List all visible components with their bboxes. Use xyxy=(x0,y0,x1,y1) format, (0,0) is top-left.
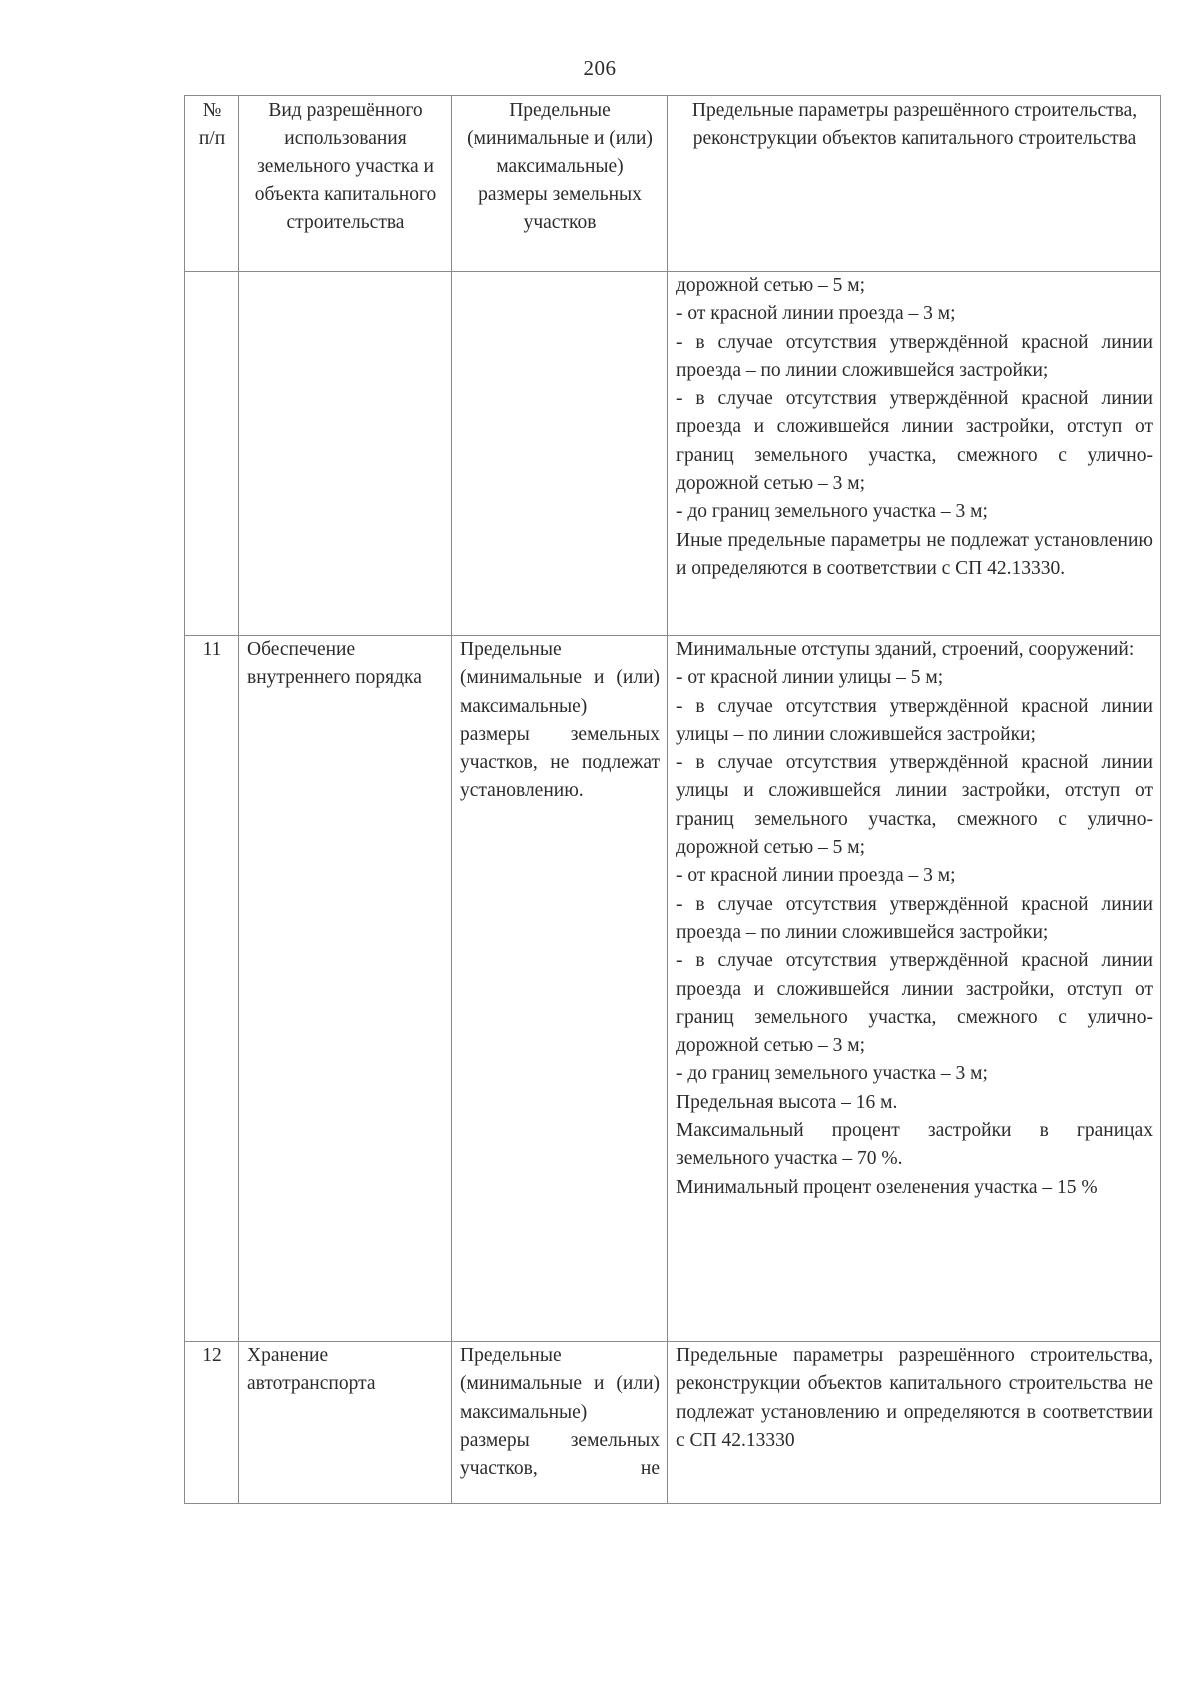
table-row xyxy=(185,636,1161,1342)
sizes-text: Предельные (минимальные и (или) максимальные) размеры земельных участков, не подлежат установлению. xyxy=(460,639,660,802)
table-row xyxy=(185,272,1161,636)
param-item: - в случае отсутствия утверждённой красной линии проезда и сложившейся линии застройки, отступ от границ земельного участка, смежного с улично-дорожной сетью – 3 м; xyxy=(676,950,1153,1057)
header-number-line-1: № xyxy=(202,100,222,121)
table-row xyxy=(185,1342,1161,1504)
param-item: Предельная высота – 16 м. xyxy=(676,1091,898,1113)
page-number: 206 xyxy=(583,56,617,80)
row-use-type: Обеспечение внутреннего порядка xyxy=(239,636,452,1342)
param-item: - в случае отсутствия утверждённой красной линии проезда – по линии сложившейся застройки; xyxy=(676,893,1153,943)
row-number: 11 xyxy=(185,636,239,1342)
param-item: Минимальный процент озеленения участка – 15 % xyxy=(676,1176,1098,1198)
header-number-line-2: п/п xyxy=(198,128,226,149)
param-item: - в случае отсутствия утверждённой красной линии проезда – по линии сложившейся застройки; xyxy=(676,331,1153,381)
param-item: Иные предельные параметры не подлежат установлению и определяются в соответствии с СП 42.13330. xyxy=(676,529,1153,579)
param-item: - от красной линии проезда – 3 м; xyxy=(676,865,956,887)
header-use-type: Вид разрешённого использования земельного участка и объекта капитального строительства xyxy=(239,96,452,272)
param-item: Максимальный процент застройки в границах земельного участка – 70 %. xyxy=(676,1120,1153,1170)
row-sizes xyxy=(452,272,668,636)
row-sizes xyxy=(452,1342,668,1504)
param-item: - до границ земельного участка – 3 м; xyxy=(676,501,988,523)
table-header-row xyxy=(185,96,1161,272)
param-item: Предельные параметры разрешённого строительства, реконструкции объектов капитального строительства не подлежат установлению и определяются в соответствии с СП 42.13330 xyxy=(676,1345,1153,1451)
header-sizes: Предельные (минимальные и (или) максимальные) размеры земельных участков xyxy=(452,96,668,272)
row-number: 12 xyxy=(185,1342,239,1504)
param-item: - в случае отсутствия утверждённой красной линии улицы – по линии сложившейся застройки; xyxy=(676,695,1153,745)
param-item: - до границ земельного участка – 3 м; xyxy=(676,1063,988,1085)
row-params xyxy=(668,636,1161,1342)
param-item: - от красной линии улицы – 5 м; xyxy=(676,667,944,689)
param-item: - в случае отсутствия утверждённой красной линии проезда и сложившейся линии застройки, отступ от границ земельного участка, смежного с улично-дорожной сетью – 3 м; xyxy=(676,388,1153,495)
param-item: - от красной линии проезда – 3 м; xyxy=(676,303,956,325)
header-params: Предельные параметры разрешённого строительства, реконструкции объектов капитального строительства xyxy=(668,96,1161,272)
row-use-type xyxy=(239,272,452,636)
param-item: Минимальные отступы зданий, строений, сооружений: xyxy=(676,639,1135,660)
row-params xyxy=(668,1342,1161,1504)
sizes-text: Предельные (минимальные и (или) максимальные) размеры земельных участков, не xyxy=(460,1345,660,1480)
regulations-table xyxy=(184,95,1161,1504)
row-params xyxy=(668,272,1161,636)
row-sizes xyxy=(452,636,668,1342)
row-use-type: Хранение автотранспорта xyxy=(239,1342,452,1504)
header-number xyxy=(185,96,239,272)
row-number xyxy=(185,272,239,636)
param-item: дорожной сетью – 5 м; xyxy=(676,275,866,296)
param-item: - в случае отсутствия утверждённой красной линии улицы и сложившейся линии застройки, отступ от границ земельного участка, смежного с улично-дорожной сетью – 5 м; xyxy=(676,752,1153,859)
